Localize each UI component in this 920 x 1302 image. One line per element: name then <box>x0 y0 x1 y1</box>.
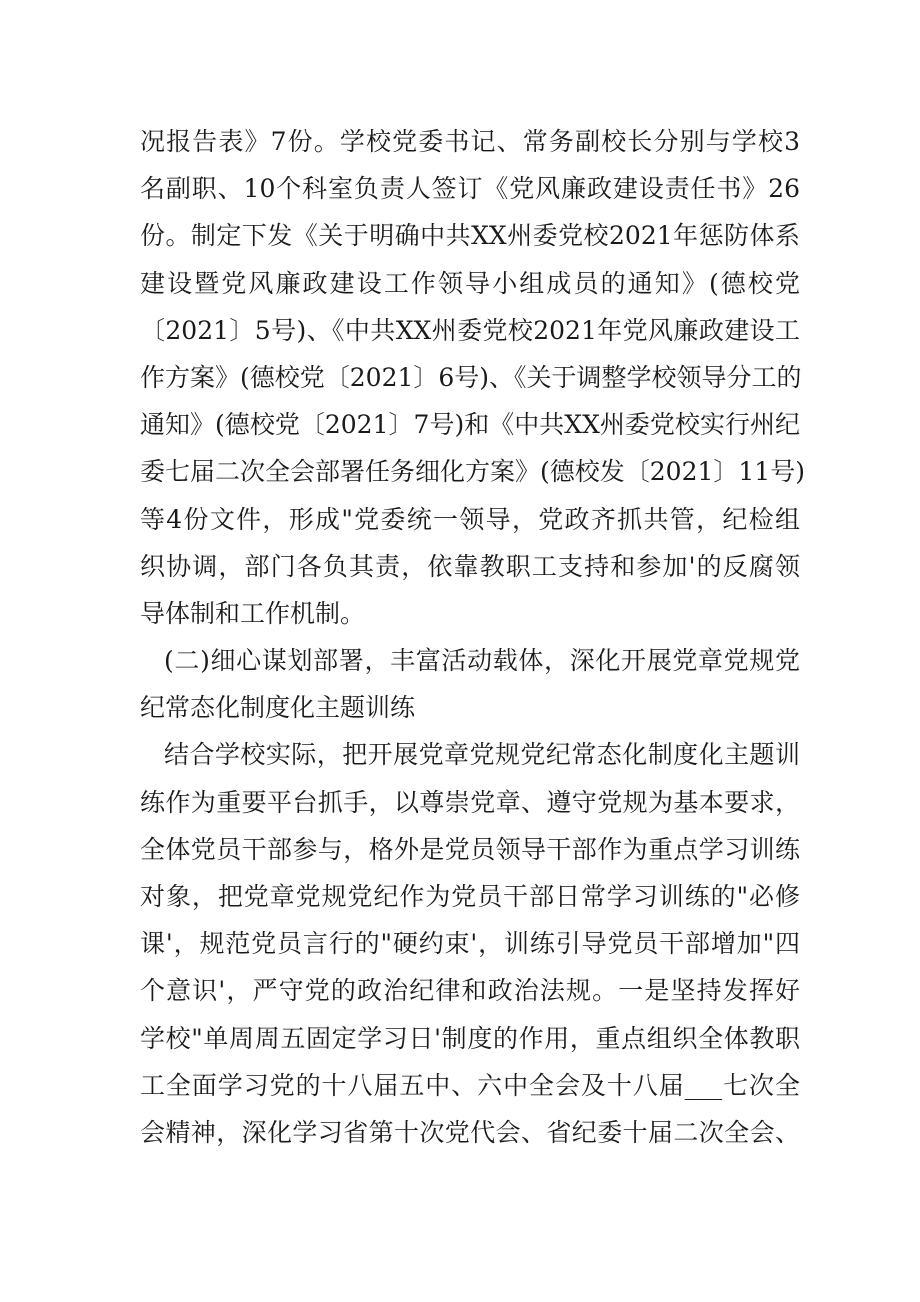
text-line: 对象，把党章党规党纪作为党员干部日常学习训练的"必修 <box>140 882 800 911</box>
text-line: 织协调，部门各负其责，依靠教职工支持和参加'的反腐领 <box>140 551 800 581</box>
text-line: 建设暨党风廉政建设工作领导小组成员的通知》(德校党 <box>140 268 800 298</box>
body-text <box>140 118 805 1156</box>
text-line: 委七届二次全会部署任务细化方案》(德校发〔2021〕11号) <box>140 457 805 487</box>
text-line: 导体制和工作机制。 <box>140 598 366 628</box>
text-line: 作方案》(德校党〔2021〕6号)、《关于调整学校领导分工的 <box>140 362 802 392</box>
text-line: 通知》(德校党〔2021〕7号)和《中共XX州委党校实行州纪 <box>140 410 800 440</box>
text-line: 况报告表》7份。学校党委书记、常务副校长分别与学校3 <box>140 127 800 156</box>
text-line: 名副职、10个科室负责人签订《党风廉政建设责任书》26 <box>140 174 800 204</box>
text-line: 等4份文件，形成"党委统一领导，党政齐抓共管，纪检组 <box>140 504 800 534</box>
section-heading: (二)细心谋划部署，丰富活动载体，深化开展党章党规党 <box>164 646 800 676</box>
text-line: 份。制定下发《关于明确中共XX州委党校2021年惩防体系 <box>140 221 800 251</box>
text-line: 个意识'，严守党的政治纪律和政治法规。一是坚持发挥好 <box>140 976 800 1006</box>
text-line: 课'，规范党员言行的"硬约束'，训练引导党员干部增加"四 <box>140 929 800 959</box>
text-line: 练作为重要平台抓手，以尊崇党章、遵守党规为基本要求， <box>140 787 800 817</box>
section-heading-continued: 纪常态化制度化主题训练 <box>140 693 416 723</box>
text-line: 会精神，深化学习省第十次党代会、省纪委十届二次全会、 <box>140 1117 800 1147</box>
text-line: 全体党员干部参与，格外是党员领导干部作为重点学习训练 <box>140 834 800 864</box>
text-line: 〔2021〕5号)、《中共XX州委党校2021年党风廉政建设工 <box>140 315 800 345</box>
text-line: 工全面学习党的十八届五中、六中全会及十八届___七次全 <box>140 1070 800 1100</box>
text-line: 结合学校实际，把开展党章党规党纪常态化制度化主题训 <box>164 740 800 770</box>
text-line: 学校"单周周五固定学习日'制度的作用，重点组织全体教职 <box>140 1023 800 1053</box>
